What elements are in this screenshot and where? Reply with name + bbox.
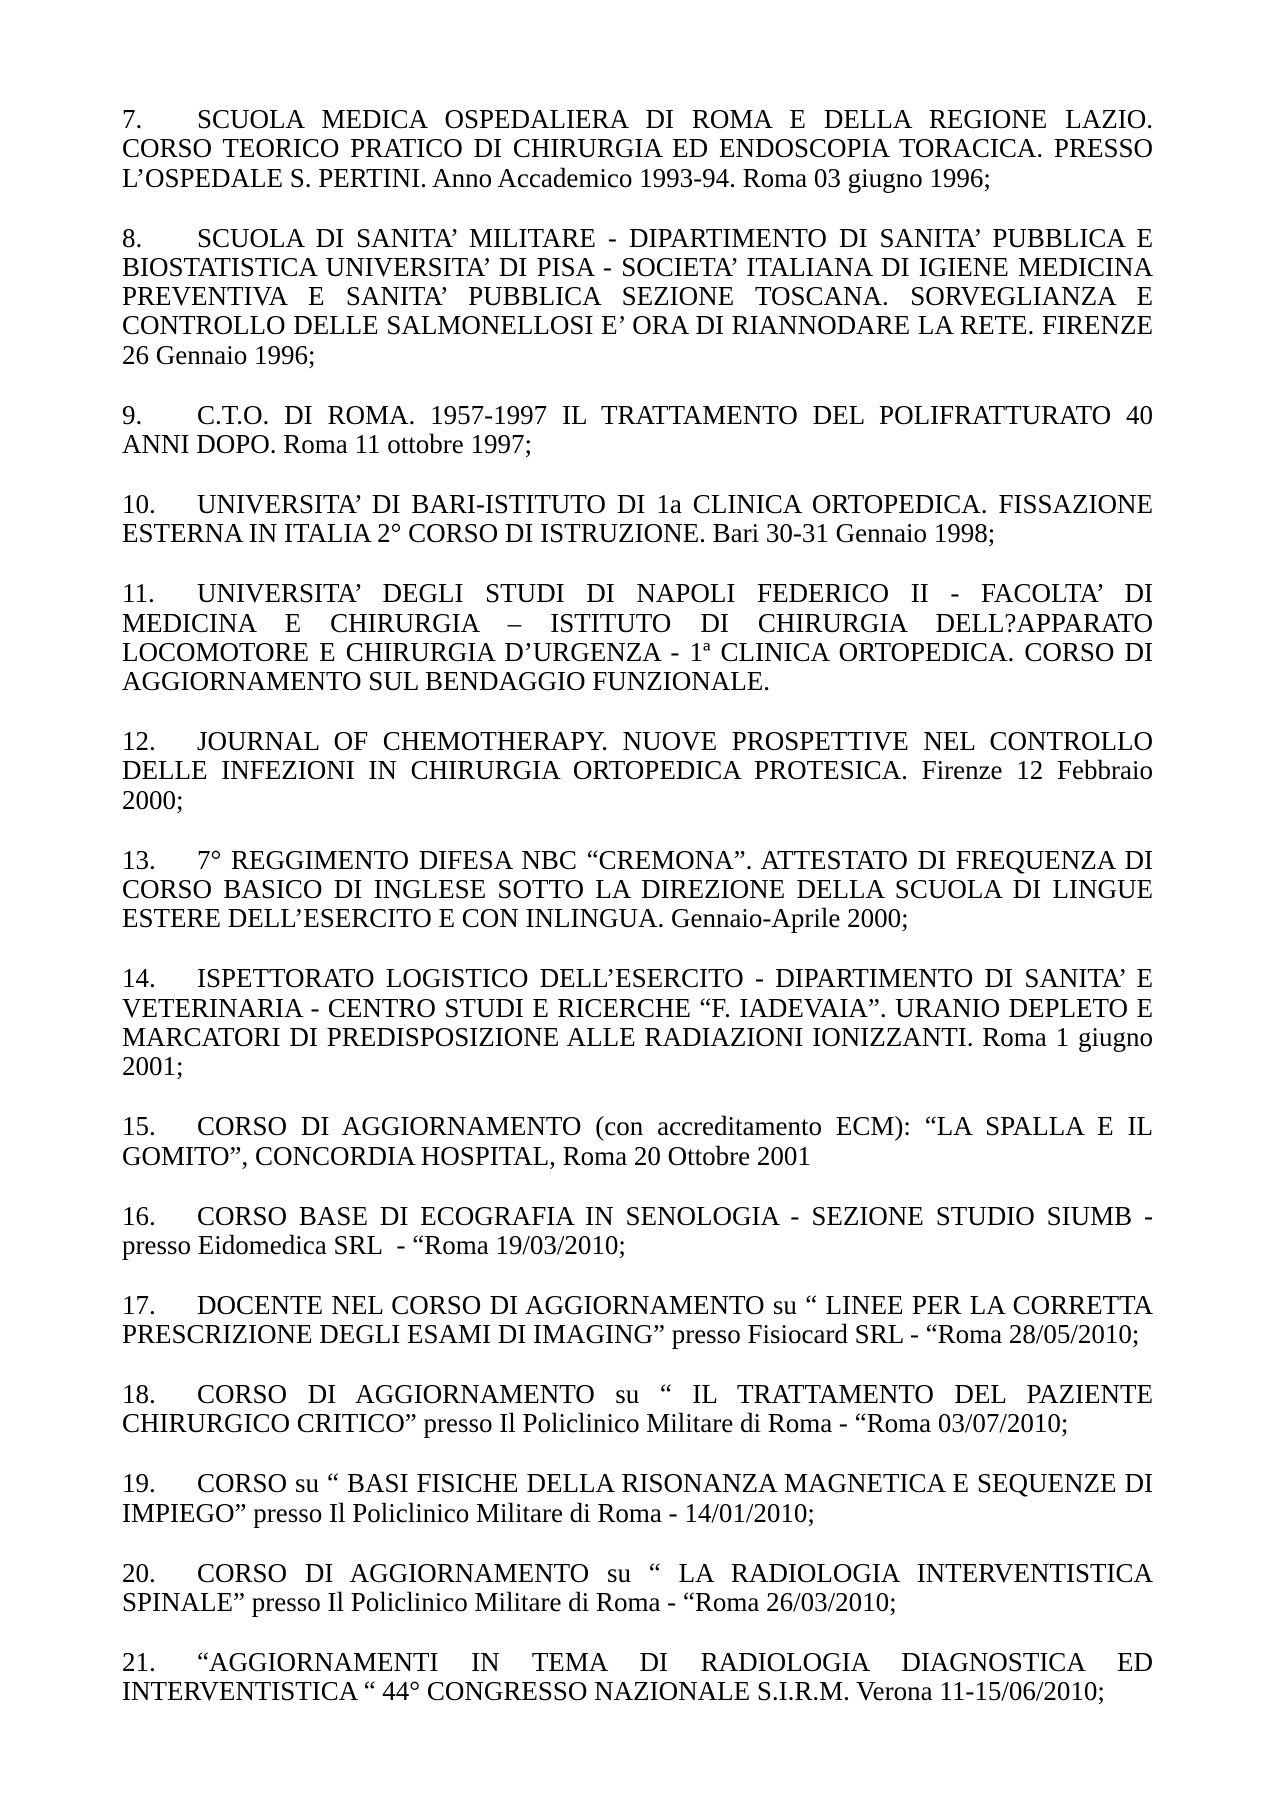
item-text: CORSO DI AGGIORNAMENTO (con accreditamento ECM): “LA SPALLA E IL GOMITO”, CONCORDIA HOSPITAL, Roma 20 Ottobre 2001 <box>122 1111 1153 1171</box>
item-text: JOURNAL OF CHEMOTHERAPY. NUOVE PROSPETTIVE NEL CONTROLLO DELLE INFEZIONI IN CHIRURGIA ORTOPEDICA PROTESICA. Firenze 12 Febbraio 2000; <box>122 726 1153 815</box>
item-text: UNIVERSITA’ DEGLI STUDI DI NAPOLI FEDERICO II - FACOLTA’ DI MEDICINA E CHIRURGIA – ISTITUTO DI CHIRURGIA DELL?APPARATO LOCOMOTORE E CHIRURGIA D’URGENZA - 1ª CLINICA ORTOPEDICA. CORSO DI AGGIORNAMENTO SUL BENDAGGIO FUNZIONALE. <box>122 578 1153 697</box>
item-number: 10. <box>122 489 156 520</box>
item-number: 17. <box>122 1289 156 1320</box>
item-text: SCUOLA DI SANITA’ MILITARE - DIPARTIMENTO DI SANITA’ PUBBLICA E BIOSTATISTICA UNIVERSITA’ DI PISA - SOCIETA’ ITALIANA DI IGIENE MEDICINA PREVENTIVA E SANITA’ PUBBLICA SEZIONE TOSCANA. SORVEGLIANZA E CONTROLLO DELLE SALMONELLOSI E’ ORA DI RIANNODARE LA RETE. FIRENZE 26 Gennaio 1996; <box>122 222 1153 370</box>
item-number: 18. <box>122 1379 156 1410</box>
item-number: 13. <box>122 844 156 875</box>
item-number: 7. <box>122 104 143 134</box>
list-item <box>122 1648 1153 1707</box>
list-item <box>122 1202 1153 1261</box>
item-text: CORSO DI AGGIORNAMENTO su “ LA RADIOLOGIA INTERVENTISTICA SPINALE” presso Il Policlinico Militare di Roma - “Roma 26/03/2010; <box>122 1557 1153 1617</box>
item-text: C.T.O. DI ROMA. 1957-1997 IL TRATTAMENTO DEL POLIFRATTURATO 40 ANNI DOPO. Roma 11 ottobre 1997; <box>122 399 1153 460</box>
list-item <box>122 1559 1153 1618</box>
list-item <box>122 1380 1153 1439</box>
item-text: UNIVERSITA’ DI BARI-ISTITUTO DI 1a CLINICA ORTOPEDICA. FISSAZIONE ESTERNA IN ITALIA 2° CORSO DI ISTRUZIONE. Bari 30-31 Gennaio 1998; <box>122 489 1153 549</box>
item-number: 21. <box>122 1646 156 1677</box>
list-item <box>122 727 1153 815</box>
item-number: 14. <box>122 963 156 994</box>
item-number: 20. <box>122 1557 156 1588</box>
list-item <box>122 1112 1153 1171</box>
item-number: 8. <box>122 222 143 253</box>
item-text: 7° REGGIMENTO DIFESA NBC “CREMONA”. ATTESTATO DI FREQUENZA DI CORSO BASICO DI INGLESE SOTTO LA DIREZIONE DELLA SCUOLA DI LINGUE ESTERE DELL’ESERCITO E CON INLINGUA. Gennaio-Aprile 2000; <box>122 844 1153 934</box>
item-text: DOCENTE NEL CORSO DI AGGIORNAMENTO su “ LINEE PER LA CORRETTA PRESCRIZIONE DEGLI ESAMI DI IMAGING” presso Fisiocard SRL - “Roma 28/05/2010; <box>122 1289 1153 1350</box>
item-number: 15. <box>122 1111 156 1142</box>
item-number: 11. <box>122 578 155 609</box>
item-text: CORSO su “ BASI FISICHE DELLA RISONANZA MAGNETICA E SEQUENZE DI IMPIEGO” presso Il Policlinico Militare di Roma - 14/01/2010; <box>122 1468 1153 1528</box>
item-text: CORSO BASE DI ECOGRAFIA IN SENOLOGIA - SEZIONE STUDIO SIUMB - presso Eidomedica SRL - “Roma 19/03/2010; <box>122 1200 1153 1260</box>
list-item <box>122 964 1153 1081</box>
list-item <box>122 1291 1153 1350</box>
list-item <box>122 224 1153 370</box>
list-item <box>122 579 1153 696</box>
list-item <box>122 490 1153 549</box>
item-number: 12. <box>122 726 156 757</box>
item-number: 19. <box>122 1468 156 1499</box>
list-item <box>122 105 1153 193</box>
item-text: SCUOLA MEDICA OSPEDALIERA DI ROMA E DELLA REGIONE LAZIO. CORSO TEORICO PRATICO DI CHIRURGIA ED ENDOSCOPIA TORACICA. PRESSO L’OSPEDALE S. PERTINI. Anno Accademico 1993-94. Roma 03 giugno 1996; <box>122 104 1153 193</box>
item-number: 9. <box>122 399 143 430</box>
item-number: 16. <box>122 1200 156 1231</box>
item-text: CORSO DI AGGIORNAMENTO su “ IL TRATTAMENTO DEL PAZIENTE CHIRURGICO CRITICO” presso Il Policlinico Militare di Roma - “Roma 03/07/2010; <box>122 1379 1153 1439</box>
list-item <box>122 846 1153 934</box>
item-text: “AGGIORNAMENTI IN TEMA DI RADIOLOGIA DIAGNOSTICA ED INTERVENTISTICA “ 44° CONGRESSO NAZIONALE S.I.R.M. Verona 11-15/06/2010; <box>122 1646 1153 1707</box>
item-text: ISPETTORATO LOGISTICO DELL’ESERCITO - DIPARTIMENTO DI SANITA’ E VETERINARIA - CENTRO STUDI E RICERCHE “F. IADEVAIA”. URANIO DEPLETO E MARCATORI DI PREDISPOSIZIONE ALLE RADIAZIONI IONIZZANTI. Roma 1 giugno 2001; <box>122 963 1153 1082</box>
courses-list <box>122 105 1153 1707</box>
list-item <box>122 1469 1153 1528</box>
list-item <box>122 401 1153 460</box>
